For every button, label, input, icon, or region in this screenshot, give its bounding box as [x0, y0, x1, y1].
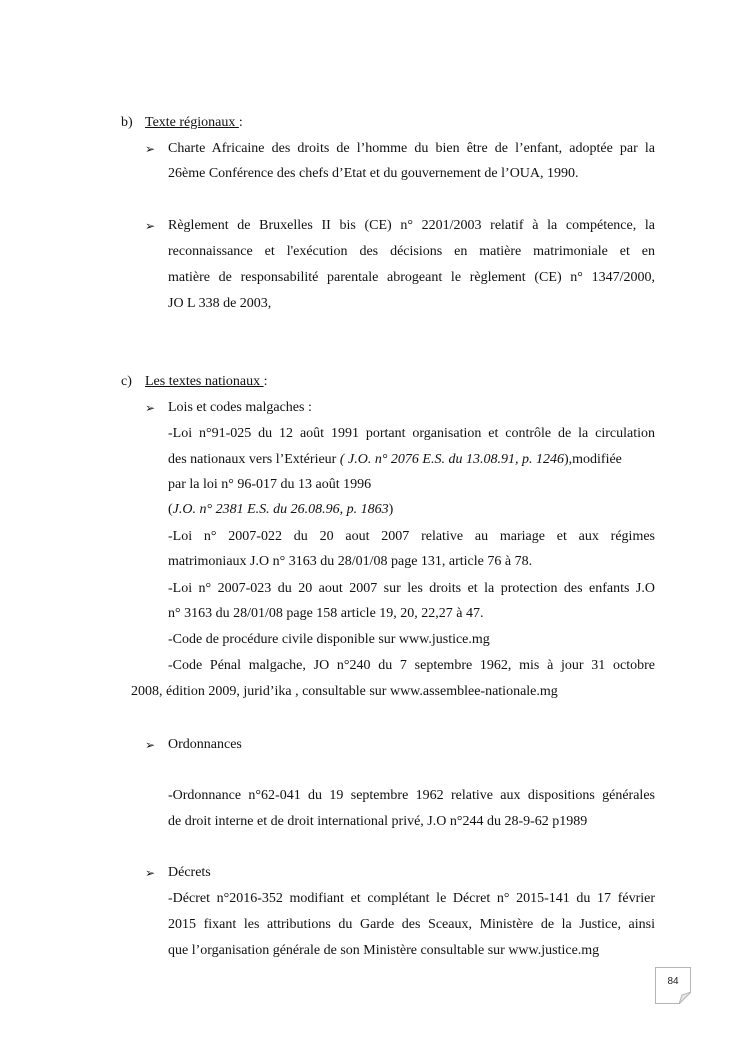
section-b-title: Texte régionaux [145, 115, 239, 130]
bullet-arrow-icon: ➢ [145, 738, 156, 752]
lois-heading: Lois et codes malgaches : [168, 400, 312, 415]
section-c-marker: c) [121, 374, 132, 389]
page-number-box [655, 967, 691, 1004]
jo-reference-2076: ( J.O. n° 2076 E.S. du 13.08.91, p. 1246 [339, 452, 564, 467]
decret-2016-352-line-1: -Décret n°2016-352 modifiant et complétant le Décret n° 2015-141 du 17 février [168, 891, 655, 906]
section-c-title: Les textes nationaux [145, 374, 264, 389]
ordonnance-62-041-line-1: -Ordonnance n°62-041 du 19 septembre 1962 relative aux dispositions générales [168, 788, 655, 803]
loi-96-017-line: par la loi n° 96-017 du 13 août 1996 [168, 477, 372, 492]
loi-91-025-text: des nationaux vers l’Extérieur [168, 452, 340, 467]
ordonnance-62-041-line-2: de droit interne et de droit international privé, J.O n°244 du 28-9-62 p1989 [168, 814, 588, 829]
section-c-heading [145, 374, 267, 390]
folded-corner-icon [679, 992, 691, 1004]
jo-reference-2381: J.O. n° 2381 E.S. du 26.08.96, p. 1863 [172, 502, 389, 517]
loi-91-025-line-1: -Loi n°91-025 du 12 août 1991 portant organisation et contrôle de la circulation [168, 426, 655, 441]
bullet-arrow-icon: ➢ [145, 401, 156, 415]
reglement-bruxelles-line-2: reconnaissance et l'exécution des décisions en matière matrimoniale et en [168, 244, 655, 259]
bullet-arrow-icon: ➢ [145, 142, 156, 156]
jo-2381-line [168, 502, 393, 518]
decrets-heading: Décrets [168, 865, 211, 880]
reglement-bruxelles-line-1: Règlement de Bruxelles II bis (CE) n° 2201/2003 relatif à la compétence, la [168, 218, 655, 233]
paren-close: ) [388, 502, 394, 517]
code-penal-line-1: -Code Pénal malgache, JO n°240 du 7 septembre 1962, mis à jour 31 octobre [168, 658, 655, 673]
charte-africaine-line-2: 26ème Conférence des chefs d’Etat et du gouvernement de l’OUA, 1990. [168, 166, 579, 181]
loi-2007-022-line-1: -Loi n° 2007-022 du 20 aout 2007 relative au mariage et aux régimes [168, 529, 655, 544]
loi-91-025-line-2 [168, 452, 622, 468]
reglement-bruxelles-line-4: JO L 338 de 2003, [168, 296, 272, 311]
section-b-colon: : [238, 115, 243, 130]
paren-open: ( [168, 502, 173, 517]
bullet-arrow-icon: ➢ [145, 219, 156, 233]
reglement-bruxelles-line-3: matière de responsabilité parentale abrogeant le règlement (CE) n° 1347/2000, [168, 270, 655, 285]
code-penal-line-2: 2008, édition 2009, jurid’ika , consultable sur www.assemblee-nationale.mg [131, 684, 558, 699]
loi-2007-023-line-2: n° 3163 du 28/01/08 page 158 article 19, 20, 22,27 à 47. [168, 606, 484, 621]
section-c-colon: : [263, 374, 268, 389]
loi-2007-022-line-2: matrimoniaux J.O n° 3163 du 28/01/08 page 131, article 76 à 78. [168, 554, 533, 569]
section-b-marker: b) [121, 115, 133, 130]
loi-91-025-modifiee: ),modifiée [563, 452, 622, 467]
page-number: 84 [667, 976, 679, 987]
decret-2016-352-line-2: 2015 fixant les attributions du Garde des Sceaux, Ministère de la Justice, ainsi [168, 917, 655, 932]
code-procedure-civile-line: -Code de procédure civile disponible sur www.justice.mg [168, 632, 490, 647]
bullet-arrow-icon: ➢ [145, 866, 156, 880]
loi-2007-023-line-1: -Loi n° 2007-023 du 20 aout 2007 sur les droits et la protection des enfants J.O [168, 581, 655, 596]
ordonnances-heading: Ordonnances [168, 737, 242, 752]
charte-africaine-line-1: Charte Africaine des droits de l’homme du bien être de l’enfant, adoptée par la [168, 141, 655, 156]
section-b-heading [145, 115, 243, 131]
decret-2016-352-line-3: que l’organisation générale de son Ministère consultable sur www.justice.mg [168, 943, 600, 958]
